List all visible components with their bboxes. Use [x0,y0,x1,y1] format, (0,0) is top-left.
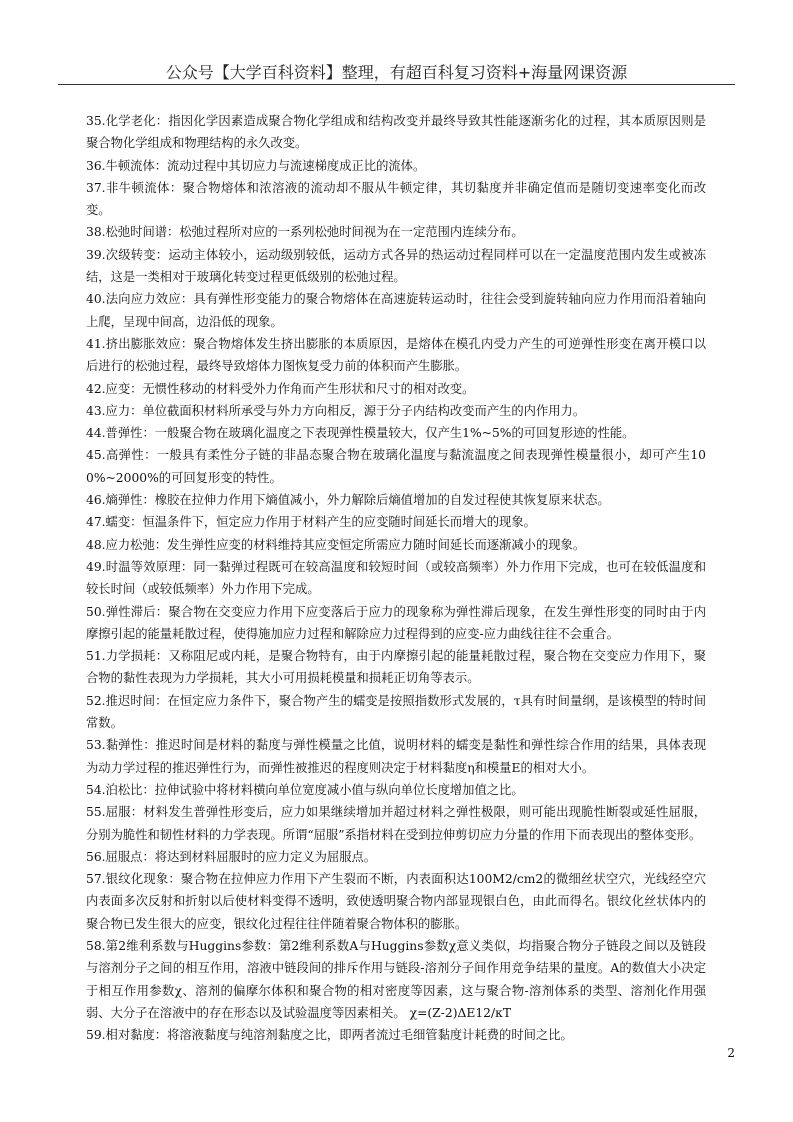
definition-entry: 58.第2维利系数与Huggins参数：第2维利系数A与Huggins参数χ意义类似，均指聚合物分子链段之间以及链段与溶剂分子之间的相互作用，溶液中链段间的排斥作用与链段-溶剂分子间作用竞争结果的量度。A的数值大小决定于相互作用参数χ、溶剂的偏摩尔体积和聚合物的相对密度等因素，这与聚合物-溶剂体系的类型、溶剂化作用强弱、大分子在溶液中的存在形态以及试验温度等因素相关。 χ=(Z-2)ΔE12/κT [86,938,706,1020]
definition-entry: 55.屈服：材料发生普弹性形变后，应力如果继续增加并超过材料之弹性极限，则可能出现脆性断裂或延性屈服，分别为脆性和韧性材料的力学表现。所谓“屈服”系指材料在受到拉伸剪切应力分量的作用下而表现出的整体变形。 [86,805,706,842]
header-rule [58,84,735,85]
definition-entry: 49.时温等效原理：同一黏弹过程既可在较高温度和较短时间（或较高频率）外力作用下完成，也可在较低温度和较长时间（或较低频率）外力作用下完成。 [86,559,706,597]
definition-entry: 37.非牛顿流体：聚合物熔体和浓溶液的流动却不服从牛顿定律，其切黏度并非确定值而是随切变速率变化而改变。 [86,180,706,218]
document-body [86,110,706,1046]
definition-entry: 48.应力松弛：发生弹性应变的材料维持其应变恒定所需应力随时间延长而逐渐减小的现象。 [86,537,586,552]
definition-entry: 47.蠕变：恒温条件下，恒定应力作用于材料产生的应变随时间延长而增大的现象。 [86,515,536,530]
definition-entry: 40.法向应力效应：具有弹性形变能力的聚合物熔体在高速旋转运动时，往往会受到旋转轴向应力作用而沿着轴向上爬，呈现中间高，边沿低的现象。 [86,292,706,329]
definition-entry: 54.泊松比：拉伸试验中将材料横向单位宽度减小值与纵向单位长度增加值之比。 [86,782,524,797]
definition-entry: 35.化学老化：指因化学因素造成聚合物化学组成和结构改变并最终导致其性能逐渐劣化的过程，其本质原因则是聚合物化学组成和物理结构的永久改变。 [86,114,706,151]
definition-entry: 52.推迟时间：在恒定应力条件下，聚合物产生的蠕变是按照指数形式发展的，τ具有时间量纲，是该模型的特时间常数。 [86,693,706,731]
definition-entry: 44.普弹性：一般聚合物在玻璃化温度之下表现弹性模量较大，仅产生1%~5%的可回复形迹的性能。 [86,426,635,441]
definition-entry: 59.相对黏度：将溶液黏度与纯溶剂黏度之比，即两者流过毛细管黏度计耗费的时间之比。 [86,1028,573,1043]
definition-entry: 41.挤出膨胀效应：聚合物熔体发生挤出膨胀的本质原因，是熔体在模孔内受力产生的可逆弹性形变在离开模口以后进行的松弛过程，最终导致熔体力图恢复受力前的体积而产生膨胀。 [86,336,706,374]
definition-entry: 51.力学损耗：又称阻尼或内耗，是聚合物特有，由于内摩擦引起的能量耗散过程，聚合物在交变应力作用下，聚合物的黏性表现为力学损耗，其大小可用损耗模量和损耗正切角等表示。 [86,649,706,686]
definition-entry: 42.应变：无惯性移动的材料受外力作角而产生形状和尺寸的相对改变。 [86,381,475,396]
page-header: 公众号【大学百科资料】整理，有超百科复习资料+海量网课资源 [165,63,628,82]
definition-entry: 45.高弹性：一般具有柔性分子链的非晶态聚合物在玻璃化温度与黏流温度之间表现弹性模量很小，却可产生100%~2000%的可回复形变的特性。 [86,448,706,485]
page-number: 2 [727,1046,735,1060]
definition-entry: 43.应力：单位截面积材料所承受与外力方向相反，源于分子内结构改变而产生的内作用力。 [86,403,586,418]
definition-entry: 57.银纹化现象：聚合物在拉伸应力作用下产生裂而不断，内表面积达100M2/cm2的微细丝状空穴，光线经空穴内表面多次反射和折射以后使材料变得不透明，致使透明聚合物内部显现银白色，由此而得名。银纹化丝状体内的聚合物已发生很大的应变，银纹化过程往往伴随着聚合物体积的膨胀。 [86,872,706,931]
definition-entry: 56.屈服点：将达到材料屈服时的应力定义为屈服点。 [86,849,377,864]
definition-entry: 50.弹性滞后：聚合物在交变应力作用下应变落后于应力的现象称为弹性滞后现象，在发生弹性形变的同时由于内摩擦引起的能量耗散过程，使得施加应力过程和解除应力过程得到的应变-应力曲线往往不会重合。 [86,604,706,641]
definition-entry: 53.黏弹性：推迟时间是材料的黏度与弹性模量之比值，说明材料的蠕变是黏性和弹性综合作用的结果，具体表现为动力学过程的推迟弹性行为，而弹性被推迟的程度则决定于材料黏度η和模量E的相对大小。 [86,738,706,775]
definition-entry: 39.次级转变：运动主体较小，运动级别较低，运动方式各异的热运动过程同样可以在一定温度范围内发生或被冻结，这是一类相对于玻璃化转变过程更低级别的松弛过程。 [86,247,706,285]
definition-entry: 38.松弛时间谱：松弛过程所对应的一系列松弛时间视为在一定范围内连续分布。 [86,225,524,240]
definition-entry: 46.熵弹性：橡胶在拉伸力作用下熵值减小，外力解除后熵值增加的自发过程使其恢复原来状态。 [86,493,610,508]
definition-entry: 36.牛顿流体：流动过程中其切应力与流速梯度成正比的流体。 [86,158,426,173]
